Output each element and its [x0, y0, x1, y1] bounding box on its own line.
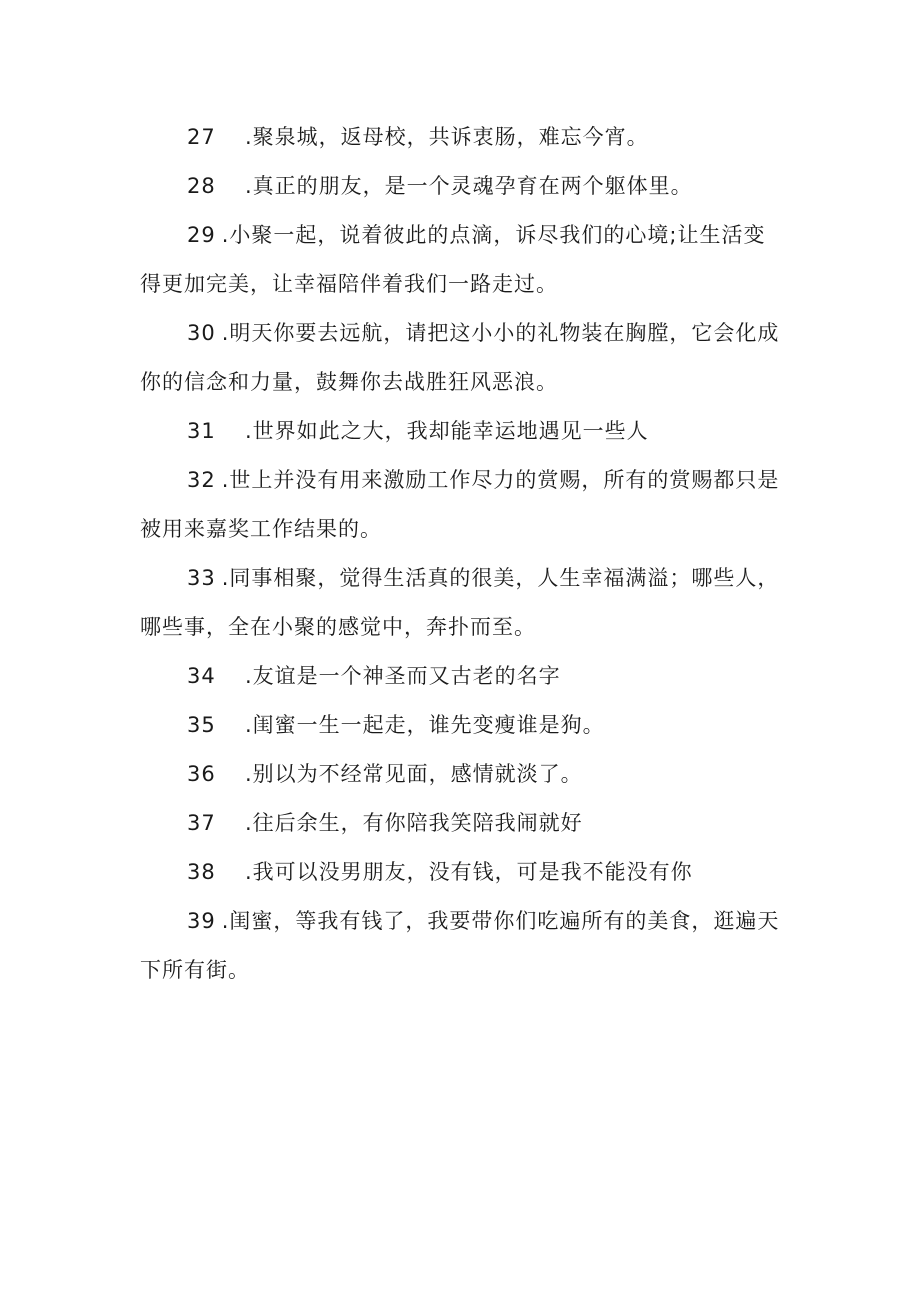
item-text: .明天你要去远航，请把这小小的礼物装在胸膛，它会化成你的信念和力量，鼓舞你去战胜狂风恶浪。	[140, 321, 780, 394]
item-text: .闺蜜，等我有钱了，我要带你们吃遍所有的美食，逛遍天下所有街。	[140, 909, 780, 982]
item-number: 33	[187, 566, 216, 590]
item-number: 28	[187, 174, 216, 198]
item-number: 31	[187, 419, 216, 443]
quote-list	[140, 113, 780, 995]
item-number: 37	[187, 811, 216, 835]
item-number: 29	[187, 223, 216, 247]
list-item	[140, 701, 780, 750]
item-text: .别以为不经常见面，感情就淡了。	[245, 762, 583, 786]
item-text: .往后余生，有你陪我笑陪我闹就好	[245, 811, 583, 835]
list-item	[140, 113, 780, 162]
list-item	[140, 309, 780, 407]
item-text: .聚泉城，返母校，共诉衷肠，难忘今宵。	[245, 125, 649, 149]
item-number: 38	[187, 860, 216, 884]
list-item	[140, 211, 780, 309]
item-text: .世上并没有用来激励工作尽力的赏赐，所有的赏赐都只是被用来嘉奖工作结果的。	[140, 468, 780, 541]
item-text: .小聚一起，说着彼此的点滴，诉尽我们的心境;让生活变得更加完美，让幸福陪伴着我们一路走过。	[140, 223, 766, 296]
item-text: .世界如此之大，我却能幸运地遇见一些人	[245, 419, 649, 443]
item-number: 32	[187, 468, 216, 492]
item-text: .我可以没男朋友，没有钱，可是我不能没有你	[245, 860, 693, 884]
item-number: 36	[187, 762, 216, 786]
item-number: 27	[187, 125, 216, 149]
list-item	[140, 407, 780, 456]
item-number: 30	[187, 321, 216, 345]
item-number: 39	[187, 909, 216, 933]
item-number: 35	[187, 713, 216, 737]
item-text: .友谊是一个神圣而又古老的名字	[245, 664, 561, 688]
list-item	[140, 456, 780, 554]
item-number: 34	[187, 664, 216, 688]
list-item	[140, 799, 780, 848]
list-item	[140, 554, 780, 652]
item-text: .同事相聚，觉得生活真的很美，人生幸福满溢；哪些人，哪些事，全在小聚的感觉中，奔扑而至。	[140, 566, 780, 639]
list-item	[140, 750, 780, 799]
list-item	[140, 848, 780, 897]
item-text: .真正的朋友，是一个灵魂孕育在两个躯体里。	[245, 174, 693, 198]
list-item	[140, 897, 780, 995]
list-item	[140, 652, 780, 701]
list-item	[140, 162, 780, 211]
item-text: .闺蜜一生一起走，谁先变瘦谁是狗。	[245, 713, 605, 737]
